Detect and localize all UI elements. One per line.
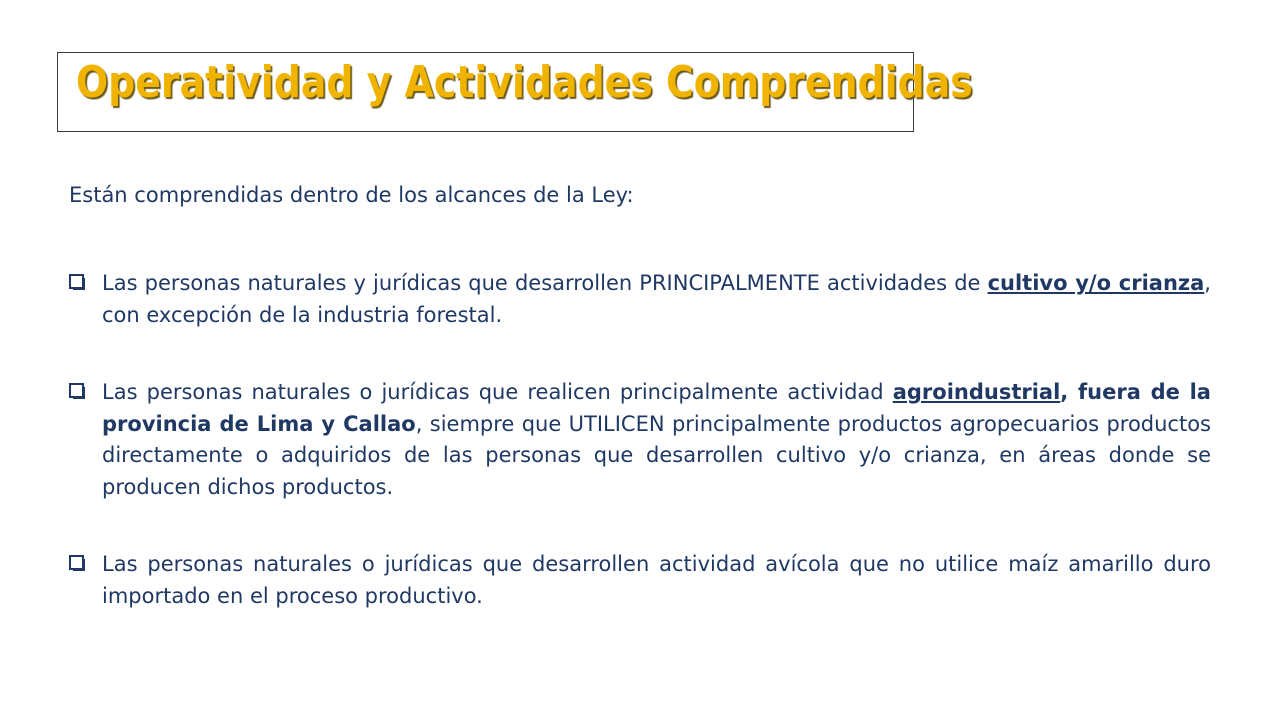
intro-text: Están comprendidas dentro de los alcances de la Ley: bbox=[69, 183, 634, 207]
item-text-pre: Las personas naturales y jurídicas que desarrollen PRINCIPALMENTE actividades de bbox=[102, 271, 988, 295]
list-item-text bbox=[102, 268, 1211, 331]
list-item bbox=[69, 549, 1211, 612]
list-item-text bbox=[102, 549, 1211, 612]
item-text-pre: Las personas naturales o jurídicas que realicen principalmente actividad bbox=[102, 380, 893, 404]
item-text-underlined: agroindustrial bbox=[892, 380, 1061, 404]
title-box bbox=[57, 52, 973, 132]
item-text-underlined: cultivo y/o crianza bbox=[987, 271, 1205, 295]
slide-title: Operatividad y Actividades Comprendidas bbox=[76, 57, 973, 108]
item-text-post: , siempre que UTILICEN principalmente productos agropecuarios productos directamente o adquiridos de las personas que desarrollen cultivo y/o crianza, en áreas donde se producen dichos productos. bbox=[102, 411, 1211, 499]
item-text-pre: Las personas naturales o jurídicas que desarrollen actividad avícola que no utilice maíz amarillo duro importado en el proceso productivo. bbox=[102, 552, 1211, 608]
list-item bbox=[69, 268, 1211, 331]
item-text-post: , con excepción de la industria forestal. bbox=[102, 271, 1211, 327]
checkbox-bullet-icon bbox=[69, 377, 102, 503]
item-text-bold: , fuera de la provincia de Lima y Callao bbox=[102, 380, 1211, 436]
checkbox-bullet-icon bbox=[69, 549, 102, 612]
list-item bbox=[69, 377, 1211, 503]
checkbox-bullet-icon bbox=[69, 268, 102, 331]
list-item-text bbox=[102, 377, 1211, 503]
